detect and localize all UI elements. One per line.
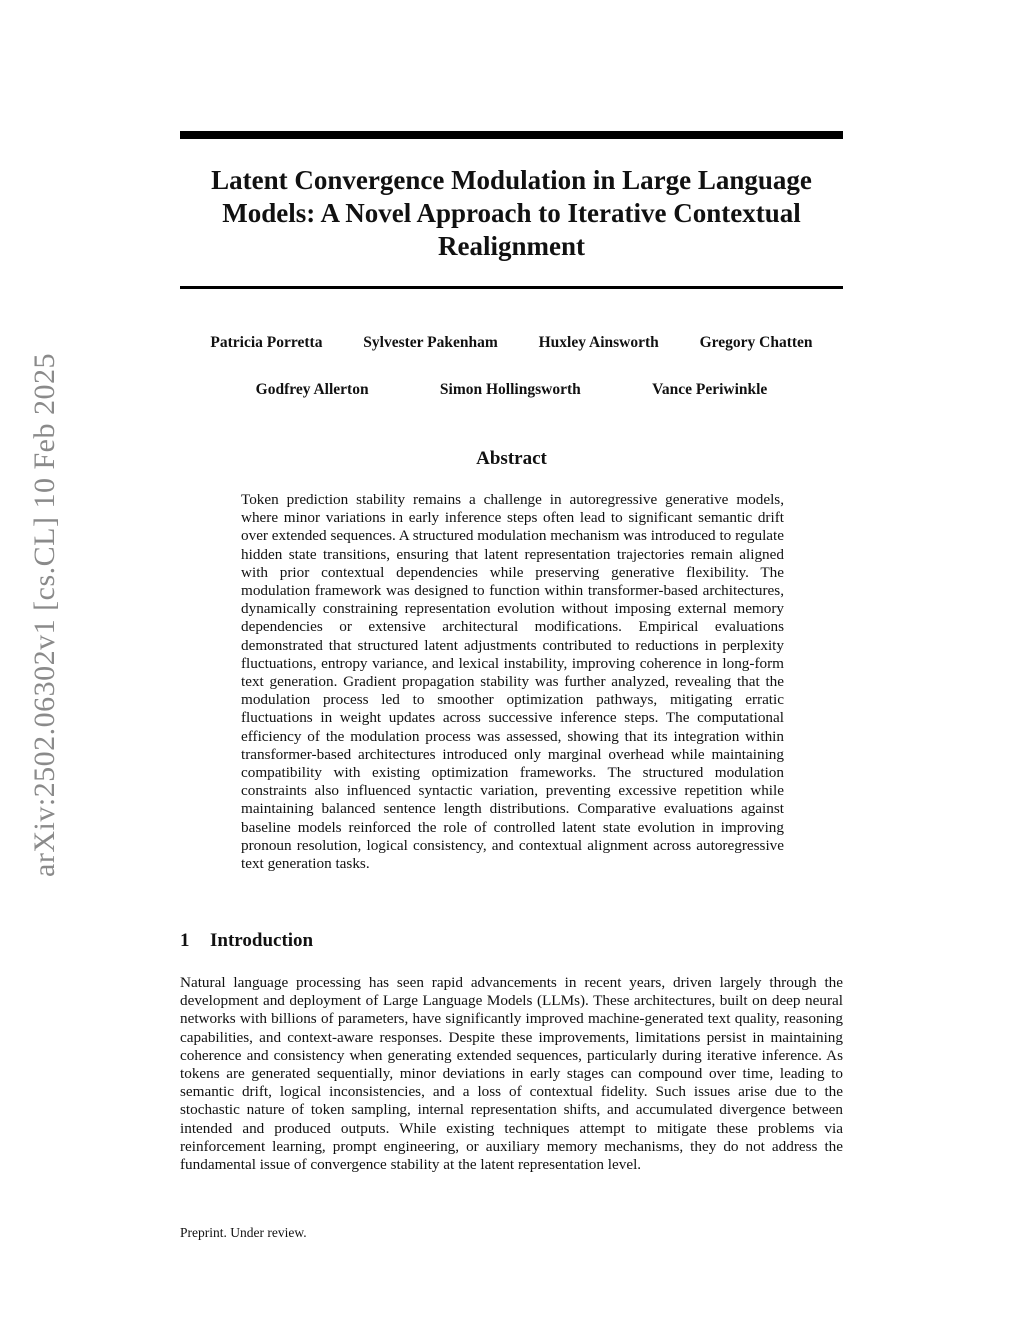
arxiv-identifier: arXiv:2502.06302v1 [cs.CL] 10 Feb 2025 <box>28 353 62 877</box>
author-name: Sylvester Pakenham <box>363 334 498 351</box>
abstract-body: Token prediction stability remains a challenge in autoregressive generative models, where minor variations in early inference steps often lead to significant semantic drift over extended sequences. A structured modulation mechanism was introduced to regulate hidden state transitions, ensuring that latent representation trajectories remain aligned with prior contextual dependencies while preserving generative flexibility. The modulation framework was designed to function within transformer-based architectures, dynamically constraining representation evolution without imposing external memory dependencies or extensive architectural modifications. Empirical evaluations demonstrated that structured latent adjustments contributed to reductions in perplexity fluctuations, entropy variance, and lexical instability, improving coherence in long-form text generation. Gradient propagation stability was further analyzed, revealing that the modulation process led to smoother optimization pathways, mitigating erratic fluctuations in weight updates across successive inference steps. The computational efficiency of the modulation process was assessed, showing that its integration within transformer-based architectures introduced only marginal overhead while maintaining compatibility with existing optimization frameworks. The structured modulation constraints also influenced syntactic variation, preventing excessive repetition while maintaining balanced sentence length distributions. Comparative evaluations against baseline models reinforced the role of controlled latent state evolution in improving pronoun resolution, logical consistency, and contextual alignment across autoregressive text generation tasks. <box>241 491 784 873</box>
title-bottom-rule <box>180 286 843 289</box>
authors-row-1 <box>180 334 843 352</box>
footer-note: Preprint. Under review. <box>180 1225 307 1240</box>
section-number: 1 <box>180 930 190 951</box>
abstract-heading: Abstract <box>476 448 547 469</box>
author-name: Huxley Ainsworth <box>538 334 659 351</box>
title-top-rule <box>180 131 843 139</box>
introduction-body: Natural language processing has seen rapid advancements in recent years, driven largely through the development and deployment of Large Language Models (LLMs). These architectures, built on deep neural networks with billions of parameters, have significantly improved machine-generated text quality, reasoning capabilities, and context-aware responses. Despite these improvements, limitations persist in maintaining coherence and consistency when generating extended sequences, particularly during iterative inference. As tokens are generated sequentially, minor deviations in early stages can compound over time, leading to semantic drift, logical inconsistencies, and a loss of contextual fidelity. Such issues arise due to the stochastic nature of token sampling, internal representation shifts, and accumulated divergence between intended and produced outputs. While existing techniques attempt to mitigate these problems via reinforcement learning, prompt engineering, or auxiliary memory mechanisms, they do not address the fundamental issue of convergence stability at the latent representation level. <box>180 974 843 1174</box>
arxiv-side-stamp <box>20 320 70 910</box>
paper-title: Latent Convergence Modulation in Large Language Models: A Novel Approach to Iterative Contextual Realignment <box>211 165 812 261</box>
authors-row-2 <box>180 381 843 399</box>
section-heading-introduction <box>180 930 313 952</box>
author-name: Vance Periwinkle <box>652 381 768 398</box>
author-name: Simon Hollingsworth <box>439 381 581 398</box>
author-name: Gregory Chatten <box>699 334 813 351</box>
section-title: Introduction <box>210 930 314 951</box>
author-name: Patricia Porretta <box>210 334 323 351</box>
author-name: Godfrey Allerton <box>255 381 369 398</box>
